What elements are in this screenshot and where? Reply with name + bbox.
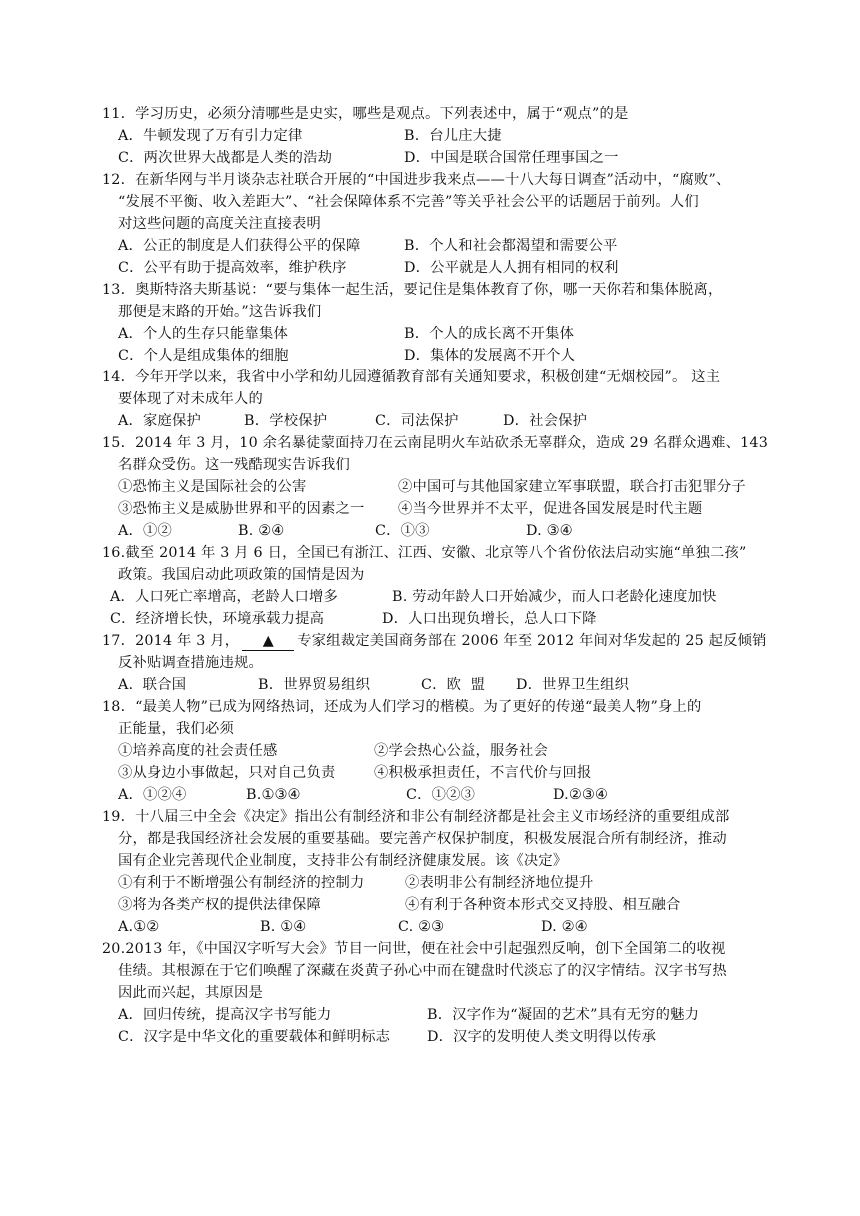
question-11-option-b: B．台儿庄大捷: [404, 128, 502, 144]
question-12-option-a: A．公正的制度是人们获得公平的保障: [118, 238, 361, 254]
question-14-option-a: A．家庭保护: [118, 413, 202, 429]
question-15-statement-1: ①恐怖主义是国际社会的公害: [118, 479, 307, 495]
question-15-stem-line-1: 15．2014 年 3 月，10 余名暴徒蒙面持刀在云南昆明火车站砍杀无辜群众，造成 29 名群众遇难、143: [102, 435, 768, 451]
question-19-statement-2: ②表明非公有制经济地位提升: [405, 875, 594, 891]
question-17-stem-line-1: [102, 630, 767, 652]
question-13-stem-line-2: 那便是末路的开始。”这告诉我们: [118, 304, 322, 320]
question-19-stem-line-2: 分，都是我国经济社会发展的重要基础。要完善产权保护制度，积极发展混合所有制经济，推动: [118, 831, 727, 847]
question-20-option-b: B．汉字作为“凝固的艺术”具有无穷的魅力: [427, 1007, 700, 1023]
question-15-option-a: A．①②: [118, 523, 173, 539]
question-17-stem-line-2: 反补贴调查措施违规。: [118, 655, 263, 671]
question-17-option-b: B．世界贸易组织: [258, 677, 371, 693]
question-19-option-a: A.①②: [118, 919, 160, 935]
question-17-option-c: C．欧 盟: [421, 677, 486, 693]
question-18-statement-4: ④积极承担责任，不言代价与回报: [374, 765, 592, 781]
question-19-option-d: D. ②④: [541, 919, 588, 935]
question-19-statement-3: ③将为各类产权的提供法律保障: [118, 897, 321, 913]
question-19-stem-line-1: 19．十八届三中全会《决定》指出公有制经济和非公有制经济都是社会主义市场经济的重要组成部: [102, 809, 730, 825]
question-12-stem-line-3: 对这些问题的高度关注直接表明: [118, 216, 321, 232]
question-18-stem-line-1: 18．“最美人物”已成为网络热词，还成为人们学习的楷模。为了更好的传递“最美人物”身上的: [102, 699, 702, 715]
question-16-option-b: B. 劳动年龄人口开始减少，而人口老龄化速度加快: [392, 589, 717, 605]
question-18-statement-1: ①培养高度的社会责任感: [118, 743, 278, 759]
question-14-stem-line-1: 14．今年开学以来，我省中小学和幼儿园遵循教育部有关通知要求，积极创建“无烟校园”。 这主: [102, 369, 721, 385]
question-12-stem-line-1: 12．在新华网与半月谈杂志社联合开展的“中国进步我来点——十八大每日调查”活动中，“腐败”、: [102, 172, 731, 188]
question-13-option-b: B．个人的成长离不开集体: [404, 326, 575, 342]
question-17-option-a: A. 联合国: [118, 677, 187, 693]
question-19-option-c: C. ②③: [398, 919, 445, 935]
question-19-stem-line-3: 国有企业完善现代企业制度，支持非公有制经济健康发展。该《决定》: [118, 853, 568, 869]
question-20-stem-line-3: 因此而兴起，其原因是: [118, 985, 263, 1001]
question-15-statement-4: ④当今世界并不太平，促进各国发展是时代主题: [398, 501, 703, 517]
question-13-option-a: A．个人的生存只能靠集体: [118, 326, 288, 342]
question-18-option-b: B.①③④: [246, 787, 301, 803]
question-12-option-d: D．公平就是人人拥有相同的权利: [404, 260, 619, 276]
question-15-option-c: C．①③: [375, 523, 430, 539]
question-16-stem-line-1: 16.截至 2014 年 3 月 6 日，全国已有浙江、江西、安徽、北京等八个省份依法启动实施“单独二孩”: [102, 545, 747, 561]
question-13-option-c: C．个人是组成集体的细胞: [118, 348, 289, 364]
question-11-stem: 11．学习历史，必须分清哪些是史实，哪些是观点。下列表述中，属于“观点”的是: [102, 106, 629, 122]
question-14-option-c: C．司法保护: [375, 413, 459, 429]
question-13-stem-line-1: 13．奥斯特洛夫斯基说：“要与集体一起生活，要记住是集体教育了你，哪一天你若和集体脱离，: [102, 282, 723, 298]
question-18-stem-line-2: 正能量，我们必须: [118, 721, 234, 737]
question-19-statement-1: ①有利于不断增强公有制经济的控制力: [118, 875, 365, 891]
question-11-option-d: D．中国是联合国常任理事国之一: [404, 150, 619, 166]
question-16-option-c: C．经济增长快，环境承载力提高: [110, 611, 325, 627]
question-15-option-b: B. ②④: [238, 523, 285, 539]
question-20-option-c: C．汉字是中华文化的重要载体和鲜明标志: [118, 1029, 391, 1045]
answer-blank: ▲: [242, 632, 294, 651]
question-15-option-d: D. ③④: [526, 523, 573, 539]
question-16-stem-line-2: 政策。我国启动此项政策的国情是因为: [118, 567, 365, 583]
question-20-option-a: A．回归传统，提高汉字书写能力: [118, 1007, 332, 1023]
question-14-option-d: D．社会保护: [503, 413, 588, 429]
question-16-option-d: D．人口出现负增长，总人口下降: [382, 611, 597, 627]
question-20-option-d: D．汉字的发明使人类文明得以传承: [427, 1029, 657, 1045]
question-17-option-d: D．世界卫生组织: [516, 677, 630, 693]
question-11-option-a: A．牛顿发现了万有引力定律: [118, 128, 303, 144]
question-14-option-b: B．学校保护: [244, 413, 328, 429]
question-18-option-d: D.②③④: [553, 787, 608, 803]
question-20-stem-line-2: 佳绩。其根源在于它们唤醒了深藏在炎黄子孙心中而在键盘时代淡忘了的汉字情结。汉字书写热: [118, 963, 727, 979]
question-15-statement-2: ②中国可与其他国家建立军事联盟，联合打击犯罪分子: [398, 479, 746, 495]
question-20-stem-line-1: 20.2013 年，《中国汉字听写大会》节目一问世，便在社会中引起强烈反响，创下全国第二的收视: [102, 941, 726, 957]
question-15-stem-line-2: 名群众受伤。这一残酷现实告诉我们: [118, 457, 350, 473]
question-19-statement-4: ④有利于各种资本形式交叉持股、相互融合: [405, 897, 681, 913]
question-17-stem-start: 17．2014 年 3 月，: [102, 633, 240, 649]
question-12-stem-line-2: “发展不平衡、收入差距大”、“社会保障体系不完善”等关乎社会公平的话题居于前列。人们: [118, 194, 699, 210]
question-12-option-c: C．公平有助于提高效率，维护秩序: [118, 260, 347, 276]
question-14-stem-line-2: 要体现了对未成年人的: [118, 391, 263, 407]
question-17-stem-end: 专家组裁定美国商务部在 2006 年至 2012 年间对华发起的 25 起反倾销: [297, 633, 767, 649]
question-15-statement-3: ③恐怖主义是威胁世界和平的因素之一: [118, 501, 365, 517]
question-12-option-b: B．个人和社会都渴望和需要公平: [404, 238, 618, 254]
question-18-option-a: A．①②④: [118, 787, 187, 803]
question-18-option-c: C．①②③: [406, 787, 476, 803]
question-13-option-d: D．集体的发展离不开个人: [404, 348, 576, 364]
question-19-option-b: B. ①④: [260, 919, 307, 935]
question-16-option-a: A．人口死亡率增高，老龄人口增多: [110, 589, 338, 605]
question-18-statement-2: ②学会热心公益，服务社会: [374, 743, 548, 759]
question-11-option-c: C．两次世界大战都是人类的浩劫: [118, 150, 333, 166]
question-18-statement-3: ③从身边小事做起，只对自己负责: [118, 765, 336, 781]
